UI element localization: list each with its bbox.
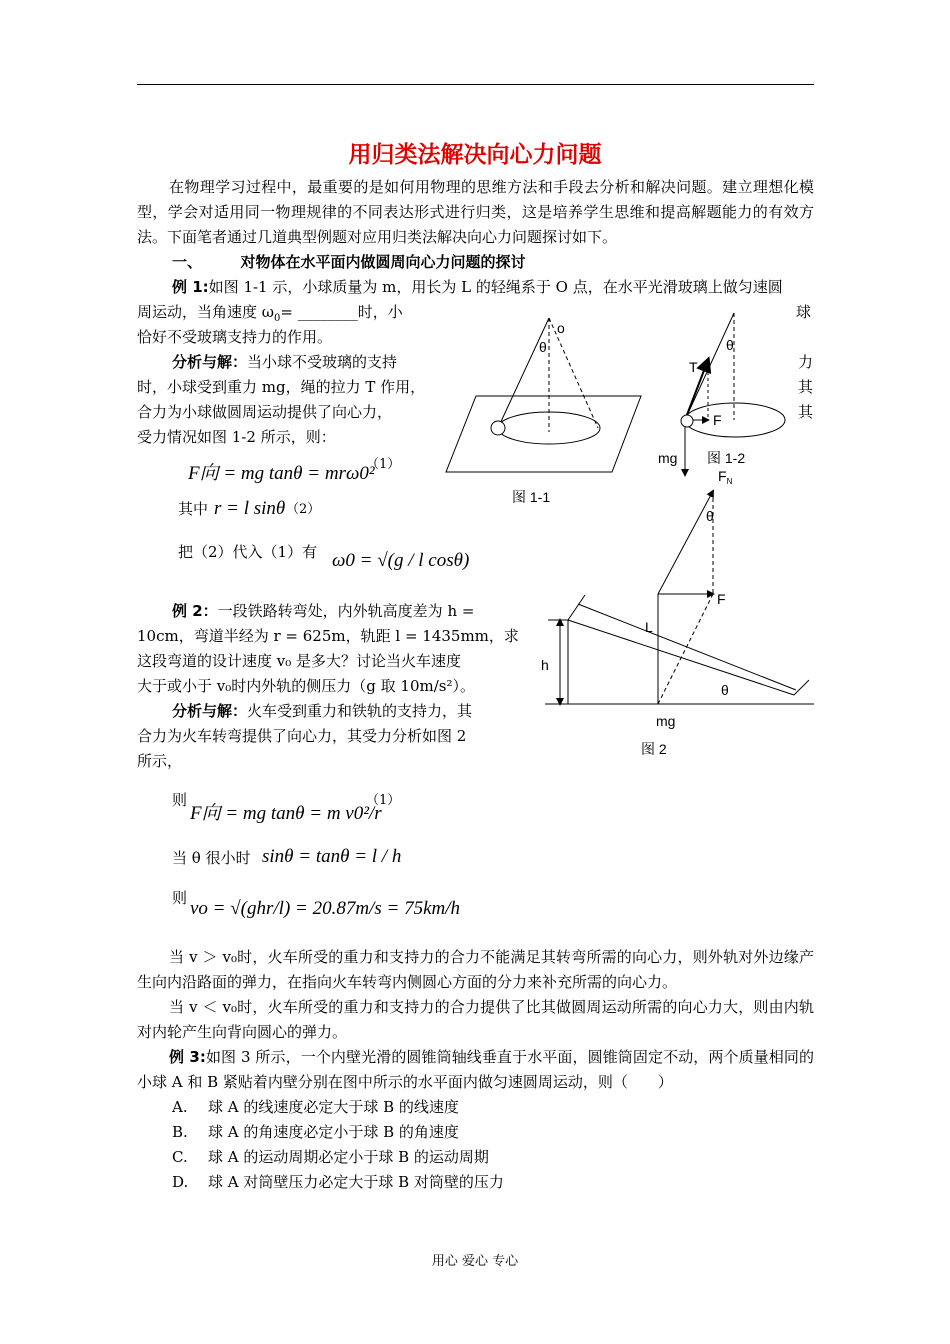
ex2-a2: 合力为火车转弯提供了向心力，其受力分析如图 2 — [137, 727, 467, 745]
ex2-eq3: vo = √(ghr/l) = 20.87m/s = 75km/h — [190, 898, 461, 919]
intro-paragraph: 在物理学习过程中，最重要的是如何用物理的思维方法和手段去分析和解决问题。建立理想化模型，学会对适用同一物理规律的不同表达形式进行归类，这是培养学生思维和提高解题能力的有效方法。下面笔者通过几道典型例题对应用归类法解决向心力问题探讨如下。 — [137, 178, 814, 246]
ex1-a2: 时，小球受到重力 mg，绳的拉力 T 作用， — [137, 378, 426, 396]
ex1-analysis-label: 分析与解： — [172, 353, 248, 371]
ex1-a2r: 其 — [798, 378, 814, 396]
option-text: 球 A 的角速度必定小于球 B 的角速度 — [208, 1123, 459, 1141]
ex1-text1: 如图 1-1 示，小球质量为 m，用长为 L 的轻绳系于 O 点，在水平光滑玻璃上做匀速圆 — [208, 278, 783, 296]
ex2-eq1-prefix: 则 — [172, 791, 188, 809]
normal-force-arrow — [658, 491, 713, 594]
ex1-label: 例 1: — [172, 278, 209, 296]
option-letter: D. — [172, 1173, 189, 1191]
fig12-f: F — [713, 412, 722, 428]
fig11-theta: θ — [539, 339, 547, 355]
ex2-text4: 大于或小于 v₀时内外轨的侧压力（g 取 10m/s²）。 — [137, 677, 475, 695]
fig2-theta: θ — [721, 682, 729, 698]
fig11-o: o — [557, 320, 565, 336]
ex1-eq3: ω0 = √(g / l cosθ) — [332, 550, 470, 571]
ex2-text2: 10cm，弯道半经为 r = 625m，轨距 l = 1435mm，求 — [137, 627, 519, 645]
page-footer: 用心 爱心 专心 — [431, 1254, 519, 1269]
ex1-a1: 当小球不受玻璃的支持 — [247, 353, 398, 371]
fig11-caption: 图 1-1 — [512, 489, 551, 505]
glass-plane — [446, 396, 641, 472]
ex2-eq1-tag: （1） — [366, 793, 401, 808]
fig2-fn: $F_N$ — [718, 468, 733, 486]
ex2-eq1: F向 = mg tanθ = m v0²/r — [190, 803, 382, 824]
ex3-label: 例 3: — [169, 1048, 206, 1066]
ex2-eq2: sinθ = tanθ = l / h — [262, 846, 402, 867]
ex1-eq2: r = l sinθ — [214, 498, 286, 519]
ex1-a4: 受力情况如图 1-2 所示，则： — [137, 428, 336, 446]
option-letter: C. — [172, 1148, 188, 1166]
fig2-mg: mg — [656, 713, 676, 729]
ex1-text3: 恰好不受玻璃支持力的作用。 — [137, 328, 333, 346]
ex2-text3: 这段弯道的设计速度 v₀ 是多大？讨论当火车速度 — [137, 652, 462, 670]
option-text: 球 A 的线速度必定大于球 B 的线速度 — [208, 1098, 459, 1116]
ex1-a3: 合力为小球做圆周运动提供了向心力， — [137, 403, 393, 421]
ex1-eq1-tag: （1） — [366, 457, 401, 472]
fig2-caption: 图 2 — [641, 741, 667, 757]
fig2-h: h — [541, 657, 549, 673]
figure-2 — [545, 491, 814, 704]
ex1-text2b: = ________时，小 — [280, 303, 403, 321]
ex1-a1r: 力 — [798, 353, 814, 371]
ex1-eq2-tag: （2） — [286, 502, 321, 517]
ex1-eq1: F向 = mg tanθ = mrω0² — [188, 463, 375, 484]
ex1-eq3-prefix: 把（2）代入（1）有 — [178, 543, 318, 561]
ball — [491, 421, 505, 435]
fig2-l: L — [645, 619, 653, 635]
option-text: 球 A 对筒壁压力必定大于球 B 对筒壁的压力 — [208, 1173, 504, 1191]
ex3-text: 如图 3 所示，一个内壁光滑的圆锥筒轴线垂直于水平面，圆锥筒固定不动，两个质量相同的小球 A 和 B 紧贴着内壁分别在图中所示的水平面内做匀速圆周运动，则（ ） — [137, 1048, 814, 1091]
ex1-text2c: 球 — [796, 303, 812, 321]
fig12-mg: mg — [658, 450, 678, 466]
ex2-a3: 所示， — [137, 752, 183, 770]
ex1-eq2-prefix: 其中 — [178, 500, 209, 518]
option-letter: A. — [172, 1098, 188, 1116]
section-number: 一、 — [172, 253, 203, 271]
fig2-f: F — [717, 591, 726, 607]
ex1-line2: 周运动，当角速度 $\omega_0=$ ________时，小 — [137, 303, 403, 324]
ex2-label: 例 2： — [172, 602, 218, 620]
ex2-discussion-2: 当 v ＜ v₀时，火车所受的重力和支持力的合力提供了比其做圆周运动所需的向心力大，则由内轨对内轮产生向背向圆心的弹力。 — [137, 998, 814, 1041]
ex1-text2a: 周运动，当角速度 ω — [137, 303, 275, 321]
fig2-theta-top: θ — [706, 508, 714, 524]
rope — [498, 318, 549, 428]
ex2-analysis-label: 分析与解： — [172, 702, 248, 720]
option-letter: B. — [172, 1123, 188, 1141]
fig12-theta: θ — [726, 337, 734, 353]
fig12-t: T — [689, 359, 698, 375]
ex2-eq3-prefix: 则 — [172, 889, 188, 907]
ex2-text1: 一段铁路转弯处，内外轨高度差为 h = — [217, 602, 475, 620]
ex2-eq2-prefix: 当 θ 很小时 — [172, 849, 251, 867]
fig12-caption: 图 1-2 — [707, 450, 746, 466]
ex2-discussion-1: 当 v ＞ v₀时，火车所受的重力和支持力的合力不能满足其转弯所需的向心力，则外轨对外边缘产生向内沿路面的弹力，在指向火车转弯内侧圆心方面的分力来补充所需的向心力。 — [137, 948, 814, 991]
option-text: 球 A 的运动周期必定小于球 B 的运动周期 — [208, 1148, 489, 1166]
ex1-a3r: 其 — [798, 403, 814, 421]
section-title: 对物体在水平面内做圆周向心力问题的探讨 — [240, 253, 526, 271]
page-title: 用归类法解决向心力问题 — [348, 142, 602, 168]
ex2-a1: 火车受到重力和铁轨的支持力，其 — [247, 702, 473, 720]
